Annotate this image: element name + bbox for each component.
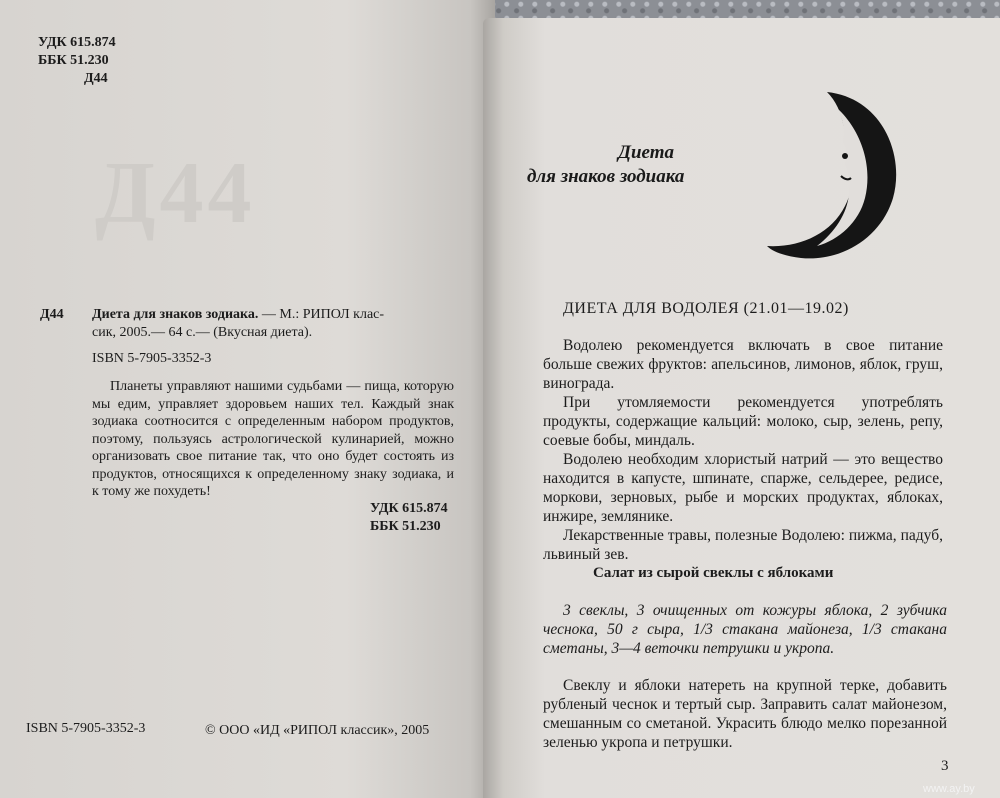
recipe-ingredients: 3 свеклы, 3 очищенных от кожуры яблока, 2 зубчика чеснока, 50 г сыра, 1/3 стакана майонеза, 1/3 стакана сметаны, 3—4 веточки петрушки и укропа. <box>543 602 947 657</box>
bbk-code-top: ББК 51.230 <box>38 53 109 68</box>
catalog-publisher: — М.: РИПОЛ клас- <box>261 307 385 322</box>
paragraph-herbs: Лекарственные травы, полезные Водолею: пижма, падуб, львиный зев. <box>543 527 943 563</box>
udk-code-top: УДК 615.874 <box>38 35 116 50</box>
recipe-method: Свеклу и яблоки натереть на крупной терке, добавить рубленый чеснок и тертый сыр. Заправить салат майонезом, смешанным со сметаной. Украсить блюдо мелко порезанной зеленью укропа и петрушки. <box>543 677 947 751</box>
copyright-line: © ООО «ИД «РИПОЛ классик», 2005 <box>205 723 430 738</box>
author-code-top: Д44 <box>84 71 108 86</box>
udk-code-bottom: УДК 615.874 <box>370 501 448 516</box>
catalog-line2: сик, 2005.— 64 с.— (Вкусная диета). <box>92 325 313 340</box>
section-heading: ДИЕТА ДЛЯ ВОДОЛЕЯ (21.01—19.02) <box>563 300 849 317</box>
bbk-code-bottom: ББК 51.230 <box>370 519 441 534</box>
book-title-line1: Диета <box>618 142 675 163</box>
paragraph-calcium: При утомляемости рекомендуется употреблять продукты, содержащие кальций: молоко, сыр, зелень, репу, соевые бобы, миндаль. <box>543 394 943 449</box>
footer-isbn: ISBN 5-7905-3352-3 <box>26 721 146 736</box>
bleed-through-text: Д44 <box>95 145 256 242</box>
isbn-line: ISBN 5-7905-3352-3 <box>92 351 212 366</box>
paragraph-fruits: Водолею рекомендуется включать в свое питание больше свежих фруктов: апельсинов, лимонов, яблок, груш, винограда. <box>543 337 943 392</box>
crescent-moon-face-icon <box>765 86 905 264</box>
right-page <box>483 18 1000 798</box>
paragraph-sodium: Водолею необходим хлористый натрий — это вещество находится в капусте, шпинате, спарже, сельдерее, редисе, моркови, зерновых, рыбе и морских продуктах, яблоках, инжире, землянике. <box>543 451 943 525</box>
left-page <box>0 0 495 798</box>
annotation-text: Планеты управляют нашими судьбами — пища, которую мы едим, управляет здоровьем наших тел. Каждый знак зодиака соотносится с определенным набором продуктов, поэтому, пользуясь астрологической кулинарией, можно организовать свое питание так, что оно будет состоять из продуктов, относящихся к определенному знаку зодиака, и к тому же похудеть! <box>92 379 454 499</box>
watermark: www.ay.by <box>923 783 975 795</box>
book-title-line2: для знаков зодиака <box>527 166 685 187</box>
catalog-code: Д44 <box>40 307 64 322</box>
catalog-entry <box>40 306 458 324</box>
catalog-title: Диета для знаков зодиака. <box>92 307 259 322</box>
page-number: 3 <box>941 758 949 774</box>
recipe-title: Салат из сырой свеклы с яблоками <box>593 565 834 581</box>
diet-text <box>543 336 943 564</box>
